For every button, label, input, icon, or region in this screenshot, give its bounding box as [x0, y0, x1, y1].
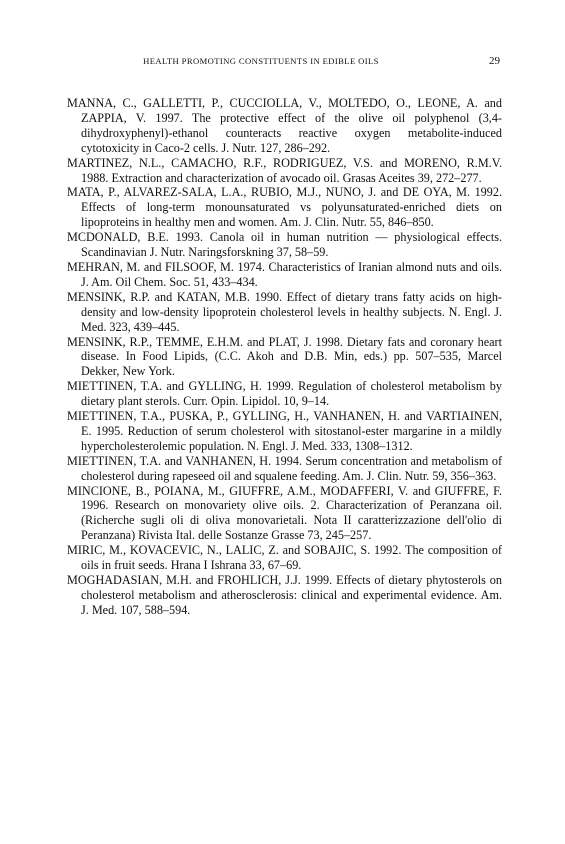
reference-entry: MINCIONE, B., POIANA, M., GIUFFRE, A.M., MODAFFERI, V. and GIUFFRE, F. 1996. Research on monovariety olive oils. 2. Characterization of Peranzana oil. (Richerche sugli oli di oliva monovarietali. Nota II caratterizzazione dell'olio di Peranzana) Rivista Ital. delle Sostanze Grasse 73, 245–257.	[67, 483, 502, 543]
reference-entry: MATA, P., ALVAREZ-SALA, L.A., RUBIO, M.J., NUNO, J. and DE OYA, M. 1992. Effects of long-term monounsaturated vs polyunsaturated-enriched diets on lipoproteins in healthy men and women. Am. J. Clin. Nutr. 55, 846–850.	[67, 185, 502, 230]
running-title: HEALTH PROMOTING CONSTITUENTS IN EDIBLE OILS	[143, 56, 379, 66]
reference-entry: MIETTINEN, T.A. and VANHANEN, H. 1994. Serum concentration and metabolism of cholesterol during rapeseed oil and squalene feeding. Am. J. Clin. Nutr. 59, 356–363.	[67, 453, 502, 483]
page-header	[62, 56, 500, 70]
reference-entry: MENSINK, R.P. and KATAN, M.B. 1990. Effect of dietary trans fatty acids on high-density and low-density lipoprotein cholesterol levels in healthy subjects. N. Engl. J. Med. 323, 439–445.	[67, 289, 502, 334]
reference-entry: MENSINK, R.P., TEMME, E.H.M. and PLAT, J. 1998. Dietary fats and coronary heart disease. In Food Lipids, (C.C. Akoh and D.B. Min, eds.) pp. 507–535, Marcel Dekker, New York.	[67, 334, 502, 379]
reference-entry: MCDONALD, B.E. 1993. Canola oil in human nutrition — physiological effects. Scandinavian J. Nutr. Naringsforskning 37, 58–59.	[67, 230, 502, 260]
reference-entry: MARTINEZ, N.L., CAMACHO, R.F., RODRIGUEZ, V.S. and MORENO, R.M.V. 1988. Extraction and characterization of avocado oil. Grasas Aceites 39, 272–277.	[67, 155, 502, 185]
reference-entry: MIRIC, M., KOVACEVIC, N., LALIC, Z. and SOBAJIC, S. 1992. The composition of oils in fruit seeds. Hrana I Ishrana 33, 67–69.	[67, 543, 502, 573]
reference-entry: MOGHADASIAN, M.H. and FROHLICH, J.J. 1999. Effects of dietary phytosterols on cholesterol metabolism and atherosclerosis: clinical and experimental evidence. Am. J. Med. 107, 588–594.	[67, 573, 502, 617]
reference-entry: MANNA, C., GALLETTI, P., CUCCIOLLA, V., MOLTEDO, O., LEONE, A. and ZAPPIA, V. 1997. The protective effect of the olive oil polyphenol (3,4-dihydroxyphenyl)-ethanol counteracts reactive oxygen metabolite-induced cytotoxicity in Caco-2 cells. J. Nutr. 127, 286–292.	[67, 96, 502, 155]
reference-entry: MIETTINEN, T.A., PUSKA, P., GYLLING, H., VANHANEN, H. and VARTIAINEN, E. 1995. Reduction of serum cholesterol with sitostanol-ester margarine in a mildly hypercholesterolemic population. N. Engl. J. Med. 333, 1308–1312.	[67, 409, 502, 453]
reference-entry: MEHRAN, M. and FILSOOF, M. 1974. Characteristics of Iranian almond nuts and oils. J. Am. Oil Chem. Soc. 51, 433–434.	[67, 259, 502, 289]
reference-list	[67, 96, 502, 618]
reference-entry: MIETTINEN, T.A. and GYLLING, H. 1999. Regulation of cholesterol metabolism by dietary plant sterols. Curr. Opin. Lipidol. 10, 9–14.	[67, 379, 502, 409]
page-number: 29	[489, 55, 500, 67]
